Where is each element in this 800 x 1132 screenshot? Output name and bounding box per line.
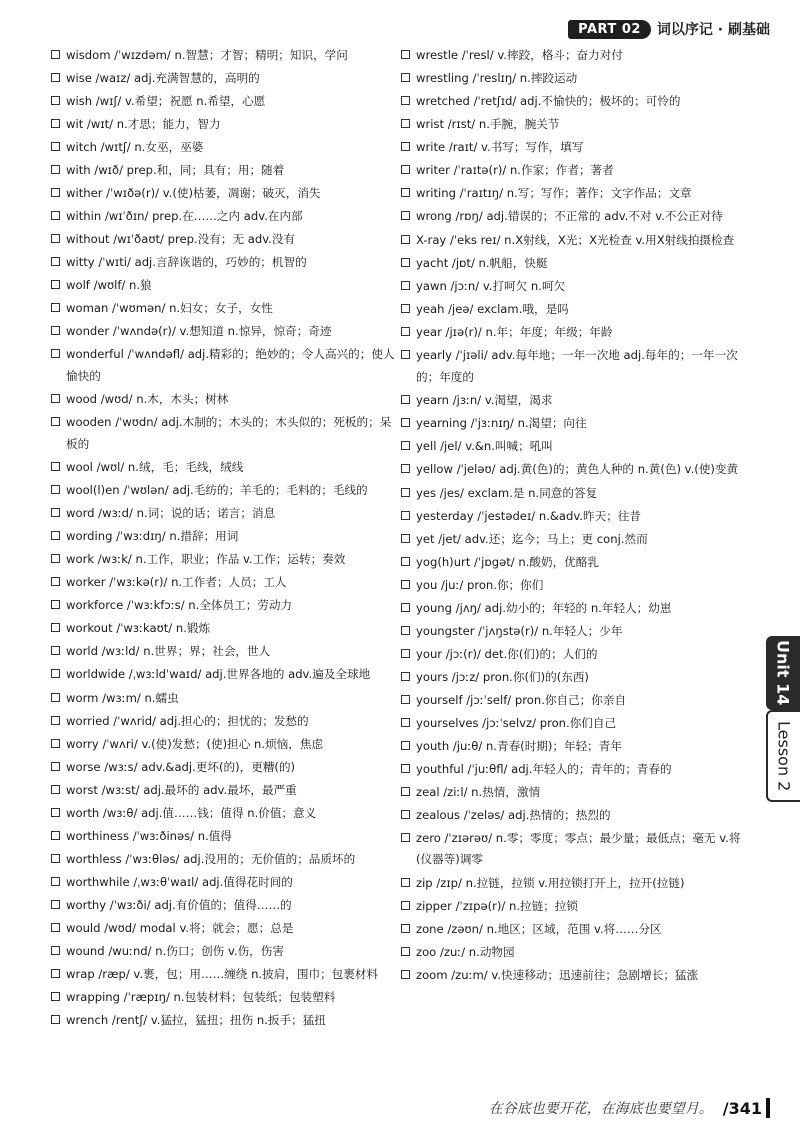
checkbox-icon[interactable]	[401, 557, 410, 566]
checkbox-icon[interactable]	[51, 188, 60, 197]
entry-text: wrist /rɪst/ n.手腕，腕关节	[416, 117, 560, 131]
vocab-entry	[50, 594, 395, 617]
checkbox-icon[interactable]	[401, 534, 410, 543]
vocab-entry	[50, 548, 395, 571]
checkbox-icon[interactable]	[401, 73, 410, 82]
unit-tab	[766, 636, 800, 710]
vocab-entry	[50, 297, 395, 320]
part-badge: PART 02	[568, 20, 651, 39]
checkbox-icon[interactable]	[51, 693, 60, 702]
vocab-entry	[50, 871, 395, 894]
entry-text: workout /ˈwɜːkaʊt/ n.锻炼	[66, 621, 211, 635]
entry-text: yes /jes/ exclam.是 n.同意的答复	[416, 485, 598, 500]
entry-text: worthwhile /ˌwɜːθˈwaɪl/ adj.值得花时间的	[66, 874, 293, 889]
entry-text: yearly /ˈjɪəli/ adv.每年地；一年一次地 adj.每年的；一年一次的；年度的	[416, 348, 738, 384]
checkbox-icon[interactable]	[401, 901, 410, 910]
vocab-entry	[400, 412, 745, 435]
entry-text: yacht /jɒt/ n.帆船，快艇	[416, 256, 548, 270]
checkbox-icon[interactable]	[51, 669, 60, 678]
vocab-entry	[400, 435, 745, 458]
page-bar	[766, 1098, 770, 1118]
entry-text: yawn /jɔːn/ v.打呵欠 n.呵欠	[416, 279, 566, 293]
vocab-entry	[400, 275, 745, 298]
entry-text: wool(l)en /ˈwʊlən/ adj.毛纺的；羊毛的；毛料的；毛线的	[66, 483, 368, 497]
vocab-entry	[50, 963, 395, 987]
vocab-entry	[400, 872, 745, 895]
entry-text: wisdom /ˈwɪzdəm/ n.智慧；才智；精明；知识，学问	[66, 48, 348, 62]
vocab-entry	[50, 848, 395, 871]
checkbox-icon[interactable]	[51, 417, 60, 426]
vocab-entry	[50, 411, 395, 456]
entry-text: witty /ˈwɪti/ adj.言辞诙谐的，巧妙的；机智的	[66, 255, 307, 269]
checkbox-icon[interactable]	[51, 646, 60, 655]
vocab-entry	[50, 825, 395, 848]
checkbox-icon[interactable]	[51, 50, 60, 59]
entry-text: word /wɜːd/ n.词；说的话；诺言；消息	[66, 506, 276, 520]
vocab-entry	[50, 479, 395, 502]
checkbox-icon[interactable]	[401, 649, 410, 658]
entry-text: worthless /ˈwɜːθləs/ adj.没用的；无价值的；品质坏的	[66, 851, 356, 866]
vocab-entry	[400, 918, 745, 941]
checkbox-icon[interactable]	[401, 764, 410, 773]
vocab-entry	[50, 802, 395, 825]
checkbox-icon[interactable]	[51, 508, 60, 517]
entry-text: wise /waɪz/ adj.充满智慧的，高明的	[66, 71, 260, 85]
entry-text: yours /jɔːz/ pron.你(们)的(东西)	[416, 669, 589, 684]
vocab-entry	[400, 758, 745, 781]
entry-text: wool /wʊl/ n.绒，毛；毛线，绒线	[66, 460, 244, 474]
checkbox-icon[interactable]	[51, 1015, 60, 1024]
page-header	[568, 18, 770, 40]
entry-text: witch /wɪtʃ/ n.女巫，巫婆	[66, 140, 204, 154]
checkbox-icon[interactable]	[401, 833, 410, 842]
checkbox-icon[interactable]	[51, 946, 60, 955]
checkbox-icon[interactable]	[51, 531, 60, 540]
entry-text: young /jʌŋ/ adj.幼小的；年轻的 n.年轻人；幼崽	[416, 600, 672, 615]
checkbox-icon[interactable]	[51, 900, 60, 909]
entry-text: workforce /ˈwɜːkfɔːs/ n.全体员工；劳动力	[66, 598, 293, 612]
checkbox-icon[interactable]	[401, 626, 410, 635]
entry-text: your /jɔː(r)/ det.你(们)的；人们的	[416, 646, 598, 661]
entry-text: worldwide /ˌwɜːldˈwaɪd/ adj.世界各地的 adv.遍及全球地	[66, 667, 371, 681]
vocab-entry	[50, 986, 395, 1009]
entry-text: wolf /wʊlf/ n.狼	[66, 278, 152, 292]
entry-text: youth /juːθ/ n.青春(时期)；年轻；青年	[416, 738, 622, 753]
checkbox-icon[interactable]	[51, 165, 60, 174]
checkbox-icon[interactable]	[51, 623, 60, 632]
entry-text: writer /ˈraɪtə(r)/ n.作家；作者；著者	[416, 163, 614, 177]
vocab-entry	[50, 571, 395, 594]
checkbox-icon[interactable]	[401, 695, 410, 704]
vocab-entry	[50, 182, 395, 205]
vocab-entry	[400, 298, 745, 321]
vocab-entry	[50, 733, 395, 756]
entry-text: wit /wɪt/ n.才思；能力，智力	[66, 117, 221, 131]
part-title: 词以序记 · 刷基础	[656, 22, 770, 38]
entry-text: worse /wɜːs/ adv.&adj.更坏(的)，更糟(的)	[66, 759, 296, 774]
entry-text: writing /ˈraɪtɪŋ/ n.写；写作；著作；文字作品；文章	[416, 186, 692, 200]
entry-text: world /wɜːld/ n.世界；界；社会，世人	[66, 644, 271, 658]
lesson-tab	[766, 710, 800, 802]
checkbox-icon[interactable]	[51, 462, 60, 471]
vocab-entry	[50, 617, 395, 640]
checkbox-icon[interactable]	[401, 281, 410, 290]
vocab-entry	[50, 663, 395, 687]
checkbox-icon[interactable]	[51, 716, 60, 725]
vocab-entry	[50, 687, 395, 710]
entry-text: zipper /ˈzɪpə(r)/ n.拉链；拉锁	[416, 898, 578, 913]
checkbox-icon[interactable]	[51, 762, 60, 771]
vocab-entry	[400, 67, 745, 90]
entry-text: wrap /ræp/ v.裹，包；用……缠绕 n.披肩，围巾；包裹材料	[66, 966, 379, 981]
checkbox-icon[interactable]	[401, 488, 410, 497]
checkbox-icon[interactable]	[401, 603, 410, 612]
entry-text: yearn /jɜːn/ v.渴望，渴求	[416, 393, 553, 407]
vocab-entry	[400, 666, 745, 689]
checkbox-icon[interactable]	[401, 924, 410, 933]
vocab-entry	[50, 205, 395, 228]
entry-text: zero /ˈzɪərəʊ/ n.零；零度；零点；最少量；最低点；毫无 v.将(仪器等)调零	[416, 830, 741, 866]
entry-text: wretched /ˈretʃɪd/ adj.不愉快的；极坏的；可怜的	[416, 94, 681, 108]
vocab-entry	[50, 525, 395, 548]
footer-motto: 在谷底也要开花，在海底也要望月。	[488, 1101, 713, 1117]
checkbox-icon[interactable]	[401, 580, 410, 589]
entry-text: wound /wuːnd/ n.伤口；创伤 v.伤，伤害	[66, 943, 284, 958]
checkbox-icon[interactable]	[401, 947, 410, 956]
entry-text: wood /wʊd/ n.木，木头；树林	[66, 392, 229, 406]
vocab-entry	[50, 640, 395, 663]
page-footer	[489, 1098, 770, 1118]
entry-text: with /wɪð/ prep.和，同；具有；用；随着	[66, 163, 285, 177]
checkbox-icon[interactable]	[401, 304, 410, 313]
vocab-entry	[50, 136, 395, 159]
entry-text: zoom /zuːm/ v.快速移动；迅速前往；急剧增长；猛涨	[416, 967, 699, 982]
vocab-entry	[400, 44, 745, 67]
entry-text: youthful /ˈjuːθfl/ adj.年轻人的；青年的；青春的	[416, 761, 672, 776]
entry-text: yearning /ˈjɜːnɪŋ/ n.渴望；向往	[416, 416, 587, 430]
checkbox-icon[interactable]	[51, 96, 60, 105]
vocab-entry	[50, 159, 395, 182]
checkbox-icon[interactable]	[401, 672, 410, 681]
vocab-entry	[400, 205, 745, 229]
entry-text: wording /ˈwɜːdɪŋ/ n.措辞；用词	[66, 529, 239, 543]
checkbox-icon[interactable]	[401, 165, 410, 174]
entry-text: wrestling /ˈreslɪŋ/ n.摔跤运动	[416, 71, 578, 85]
checkbox-icon[interactable]	[51, 394, 60, 403]
entry-text: yellow /ˈjeləʊ/ adj.黄(色)的；黄色人种的 n.黄(色) v.(使)变黄	[416, 462, 739, 476]
vocab-entry	[400, 941, 745, 964]
checkbox-icon[interactable]	[401, 350, 410, 359]
checkbox-icon[interactable]	[401, 464, 410, 473]
vocab-entry	[400, 620, 745, 643]
checkbox-icon[interactable]	[401, 741, 410, 750]
vocab-entry	[50, 67, 395, 90]
checkbox-icon[interactable]	[401, 810, 410, 819]
vocab-entry	[50, 502, 395, 525]
checkbox-icon[interactable]	[51, 303, 60, 312]
vocab-entry	[400, 528, 745, 551]
entry-text: worry /ˈwʌri/ v.(使)发愁；(使)担心 n.烦恼，焦虑	[66, 736, 324, 751]
checkbox-icon[interactable]	[401, 970, 410, 979]
vocab-entry	[400, 964, 745, 987]
entry-text: zeal /ziːl/ n.热情，激情	[416, 784, 541, 799]
entry-text: worker /ˈwɜːkə(r)/ n.工作者；人员；工人	[66, 575, 287, 589]
entry-text: yeah /jeə/ exclam.哦，是吗	[416, 302, 569, 316]
vocab-entry	[50, 1009, 395, 1032]
vocab-entry	[400, 689, 745, 712]
entry-text: yourselves /jɔːˈselvz/ pron.你们自己	[416, 715, 617, 730]
entry-text: yesterday /ˈjestədeɪ/ n.&adv.昨天；往昔	[416, 508, 641, 523]
checkbox-icon[interactable]	[401, 188, 410, 197]
checkbox-icon[interactable]	[51, 854, 60, 863]
checkbox-icon[interactable]	[401, 142, 410, 151]
checkbox-icon[interactable]	[401, 878, 410, 887]
vocab-entry	[400, 321, 745, 344]
unit-side-tab	[766, 636, 800, 802]
checkbox-icon[interactable]	[51, 554, 60, 563]
entry-text: zealous /ˈzeləs/ adj.热情的；热烈的	[416, 807, 611, 822]
entry-text: youngster /ˈjʌŋstə(r)/ n.年轻人；少年	[416, 623, 623, 638]
vocab-entry	[400, 458, 745, 482]
checkbox-icon[interactable]	[401, 395, 410, 404]
entry-text: wrapping /ˈræpɪŋ/ n.包装材料；包装纸；包装塑料	[66, 990, 336, 1004]
vocab-entry	[400, 781, 745, 804]
vocab-entry	[400, 229, 745, 253]
checkbox-icon[interactable]	[401, 718, 410, 727]
vocab-entry	[400, 113, 745, 136]
checkbox-icon[interactable]	[51, 600, 60, 609]
checkbox-icon[interactable]	[401, 511, 410, 520]
vocab-entry	[400, 643, 745, 666]
vocab-entry	[50, 44, 395, 67]
entry-text: wooden /ˈwʊdn/ adj.木制的；木头的；木头似的；死板的；呆板的	[66, 415, 392, 451]
entry-text: zip /zɪp/ n.拉链，拉锁 v.用拉锁打开上，拉开(拉链)	[416, 875, 685, 890]
entry-text: worthy /ˈwɜːði/ adj.有价值的；值得……的	[66, 897, 292, 912]
entry-text: wither /ˈwɪðə(r)/ v.(使)枯萎，凋谢；破灭，消失	[66, 186, 321, 200]
page-number: /341	[722, 1098, 762, 1118]
entry-text: worried /ˈwʌrid/ adj.担心的；担忧的；发愁的	[66, 713, 309, 728]
left-column	[50, 44, 395, 1032]
vocab-entry	[400, 827, 745, 872]
vocab-entry	[400, 895, 745, 918]
entry-text: year /jɪə(r)/ n.年；年度；年级；年龄	[416, 325, 613, 339]
vocab-entry	[400, 389, 745, 412]
vocab-entry	[50, 779, 395, 802]
vocab-entry	[50, 710, 395, 733]
checkbox-icon[interactable]	[51, 485, 60, 494]
vocab-entry	[50, 228, 395, 251]
entry-text: wish /wɪʃ/ v.希望；祝愿 n.希望，心愿	[66, 94, 266, 108]
entry-text: yourself /jɔːˈself/ pron.你自己；你亲自	[416, 692, 627, 707]
vocab-entry	[50, 756, 395, 779]
entry-text: yell /jel/ v.&n.叫喊；吼叫	[416, 439, 553, 453]
entry-text: wonder /ˈwʌndə(r)/ v.想知道 n.惊异，惊奇；奇迹	[66, 324, 332, 338]
vocab-entry	[50, 274, 395, 297]
checkbox-icon[interactable]	[51, 739, 60, 748]
vocab-entry	[400, 159, 745, 182]
vocab-entry	[50, 251, 395, 274]
checkbox-icon[interactable]	[401, 119, 410, 128]
checkbox-icon[interactable]	[51, 877, 60, 886]
checkbox-icon[interactable]	[51, 349, 60, 358]
checkbox-icon[interactable]	[51, 211, 60, 220]
entry-text: woman /ˈwʊmən/ n.妇女；女子，女性	[66, 301, 273, 315]
vocab-entry	[400, 482, 745, 505]
checkbox-icon[interactable]	[401, 418, 410, 427]
checkbox-icon[interactable]	[51, 808, 60, 817]
entry-text: worm /wɜːm/ n.蠕虫	[66, 690, 179, 705]
checkbox-icon[interactable]	[401, 50, 410, 59]
vocab-entry	[400, 735, 745, 758]
vocab-entry	[400, 182, 745, 205]
entry-text: worst /wɜːst/ adj.最坏的 adv.最坏，最严重	[66, 782, 297, 797]
vocab-entry	[50, 456, 395, 479]
checkbox-icon[interactable]	[51, 969, 60, 978]
checkbox-icon[interactable]	[51, 923, 60, 932]
vocab-entry	[400, 505, 745, 528]
entry-text: without /wɪˈðaʊt/ prep.没有；无 adv.没有	[66, 232, 296, 246]
entry-text: zoo /zuː/ n.动物园	[416, 944, 515, 959]
vocab-entry	[50, 343, 395, 388]
entry-text: wonderful /ˈwʌndəfl/ adj.精彩的；绝妙的；令人高兴的；使人愉快的	[66, 347, 395, 383]
vocab-entry	[400, 136, 745, 159]
checkbox-icon[interactable]	[51, 73, 60, 82]
checkbox-icon[interactable]	[51, 992, 60, 1001]
entry-text: yet /jet/ adv.还；迄今；马上；更 conj.然而	[416, 531, 648, 546]
vocab-entry	[400, 712, 745, 735]
checkbox-icon[interactable]	[401, 787, 410, 796]
checkbox-icon[interactable]	[51, 234, 60, 243]
checkbox-icon[interactable]	[401, 327, 410, 336]
entry-text: worth /wɜːθ/ adj.值……钱；值得 n.价值；意义	[66, 805, 317, 820]
checkbox-icon[interactable]	[51, 577, 60, 586]
checkbox-icon[interactable]	[401, 211, 410, 220]
vocab-entry	[50, 90, 395, 113]
entry-text: wrong /rɒŋ/ adj.错误的；不正常的 adv.不对 v.不公正对待	[416, 209, 723, 223]
vocab-entry	[400, 90, 745, 113]
entry-text: would /wʊd/ modal v.将；就会；愿；总是	[66, 920, 294, 935]
checkbox-icon[interactable]	[401, 96, 410, 105]
checkbox-icon[interactable]	[51, 142, 60, 151]
entry-text: X-ray /ˈeks reɪ/ n.X射线，X光；X光检查 v.用X射线拍摄检查	[416, 232, 735, 247]
vocab-entry	[50, 894, 395, 917]
vocab-entry	[50, 388, 395, 411]
entry-text: worthiness /ˈwɜːðinəs/ n.值得	[66, 828, 232, 843]
vocab-entry	[50, 940, 395, 963]
vocab-entry	[50, 113, 395, 136]
vocab-entry	[400, 597, 745, 620]
entry-text: wrench /rentʃ/ v.猛拉，猛扭；扭伤 n.扳手；猛扭	[66, 1013, 326, 1027]
checkbox-icon[interactable]	[51, 257, 60, 266]
checkbox-icon[interactable]	[401, 258, 410, 267]
entry-text: within /wɪˈðɪn/ prep.在……之内 adv.在内部	[66, 209, 303, 223]
vocab-entry	[50, 320, 395, 343]
checkbox-icon[interactable]	[51, 785, 60, 794]
checkbox-icon[interactable]	[401, 441, 410, 450]
entry-text: work /wɜːk/ n.工作，职业；作品 v.工作；运转；奏效	[66, 552, 346, 566]
checkbox-icon[interactable]	[401, 235, 410, 244]
checkbox-icon[interactable]	[51, 119, 60, 128]
checkbox-icon[interactable]	[51, 326, 60, 335]
vocab-entry	[400, 574, 745, 597]
lesson-label: Lesson 2	[774, 720, 794, 792]
vocab-entry	[400, 804, 745, 827]
right-column	[400, 44, 745, 987]
vocab-entry	[400, 344, 745, 389]
checkbox-icon[interactable]	[51, 831, 60, 840]
unit-label: Unit 14	[773, 640, 793, 706]
vocab-entry	[400, 252, 745, 275]
entry-text: write /raɪt/ v.书写；写作，填写	[416, 140, 584, 154]
vocab-entry	[400, 551, 745, 574]
entry-text: wrestle /ˈresl/ v.摔跤，格斗；奋力对付	[416, 48, 623, 62]
checkbox-icon[interactable]	[51, 280, 60, 289]
entry-text: you /juː/ pron.你；你们	[416, 577, 544, 592]
entry-text: zone /zəʊn/ n.地区；区域，范围 v.将……分区	[416, 921, 662, 936]
vocab-entry	[50, 917, 395, 940]
entry-text: yog(h)urt /ˈjɒgət/ n.酸奶，优酪乳	[416, 554, 599, 569]
